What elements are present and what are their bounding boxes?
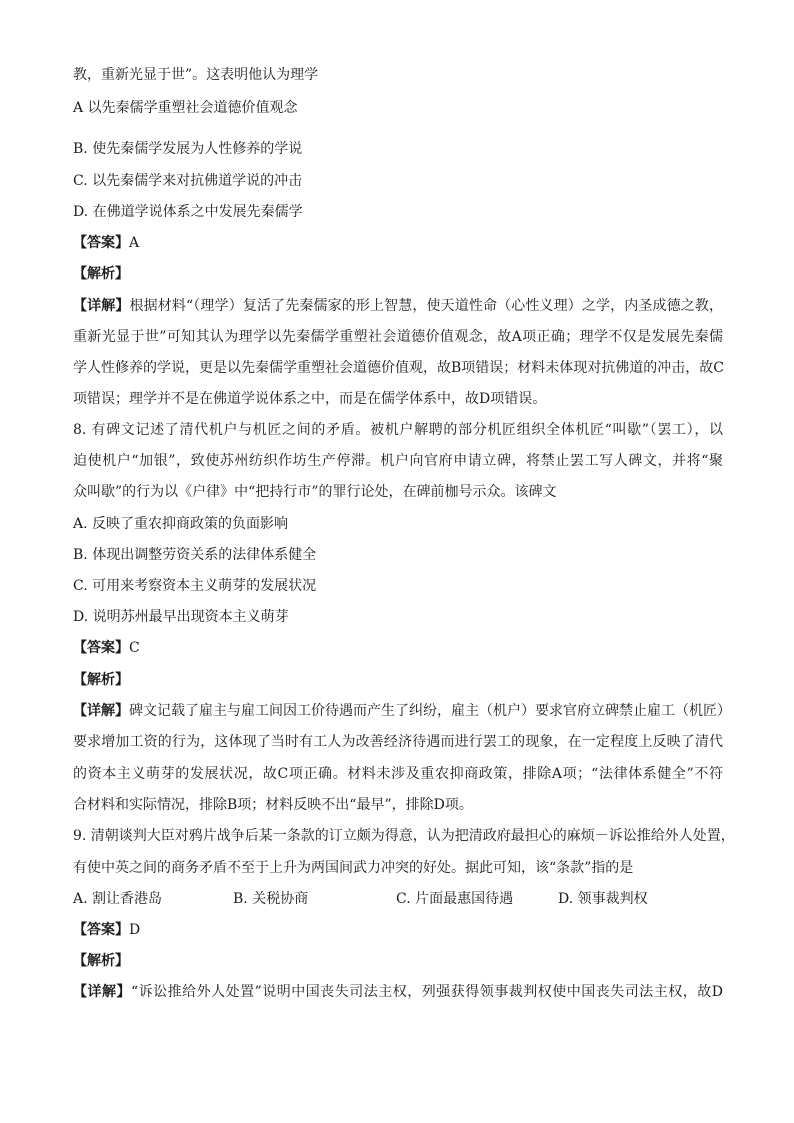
q8-detail-line-3: 的资本主义萌芽的发展状况，故C项正确。材料未涉及重农抑商政策，排除A项；“法律体系健全”不符 — [73, 766, 723, 782]
q8-option-b: B. 体现出调整劳资关系的法律体系健全 — [73, 547, 317, 563]
detail-text: “诉讼推给外人处置”说明中国丧失司法主权，列强获得领事裁判权使中国丧失司法主权，故D — [131, 984, 723, 1000]
q8-detail-line-4: 合材料和实际情况，排除B项；材料反映不出“最早”，排除D项。 — [73, 797, 473, 813]
answer-tag: 【答案】 — [73, 235, 129, 251]
q9-stem-line-2: 有使中英之间的商务矛盾不至于上升为两国间武力冲突的好处。据此可知，该“条款”指的是 — [73, 860, 634, 876]
q9-detail-line-1 — [73, 982, 723, 1002]
q7-detail-line-1 — [73, 296, 723, 316]
answer-value: A — [129, 235, 140, 251]
detail-text: 根据材料“（理学）复活了先秦儒家的形上智慧，使天道性命（心性义理）之学，内圣成德之教， — [129, 298, 724, 314]
q8-option-a: A. 反映了重农抑商政策的负面影响 — [73, 516, 289, 532]
q7-answer — [73, 233, 139, 253]
q8-analysis-tag: 【解析】 — [73, 672, 129, 688]
q7-option-a: A 以先秦儒学重塑社会道德价值观念 — [73, 100, 298, 116]
detail-tag: 【详解】 — [73, 984, 131, 1000]
q7-stem-tail: 教，重新光显于世”。这表明他认为理学 — [73, 67, 319, 83]
answer-tag: 【答案】 — [73, 922, 129, 938]
q8-stem-line-3: 众叫歇”的行为以《户律》中“把持行市”的罪行论处，在碑前枷号示众。该碑文 — [73, 484, 557, 500]
q9-option-c: C. 片面最惠国待遇 — [396, 891, 514, 907]
q8-detail-line-1 — [73, 701, 731, 721]
q7-option-c: C. 以先秦儒学来对抗佛道学说的冲击 — [73, 173, 303, 189]
q9-option-a: A. 割让香港岛 — [73, 891, 163, 907]
q8-stem-line-1: 8. 有碑文记述了清代机户与机匠之间的矛盾。被机户解聘的部分机匠组织全体机匠“叫歇”（罢工），以 — [73, 422, 723, 438]
detail-tag: 【详解】 — [73, 298, 130, 314]
q7-analysis-tag: 【解析】 — [73, 266, 129, 282]
q9-option-b: B. 关税协商 — [233, 891, 309, 907]
q7-option-b: B. 使先秦儒学发展为人性修养的学说 — [73, 141, 303, 157]
answer-tag: 【答案】 — [73, 640, 129, 656]
q9-option-d: D. 领事裁判权 — [558, 891, 648, 907]
detail-tag: 【详解】 — [73, 703, 129, 719]
answer-value: D — [129, 922, 141, 938]
q8-option-d: D. 说明苏州最早出现资本主义萌芽 — [73, 609, 289, 625]
q7-detail-line-3: 学人性修养的学说，更是以先秦儒学重塑社会道德价值观，故B项错误；材料未体现对抗佛道的冲击，故C — [73, 360, 724, 376]
q9-analysis-tag: 【解析】 — [73, 953, 129, 969]
q7-detail-line-4: 项错误；理学并不是在佛道学说体系之中，而是在儒学体系中，故D项错误。 — [73, 391, 547, 407]
q8-detail-line-2: 要求增加工资的行为，这体现了当时有工人为改善经济待遇而进行罢工的现象，在一定程度上反映了清代 — [73, 734, 723, 750]
answer-value: C — [129, 640, 140, 656]
q8-option-c: C. 可用来考察资本主义萌芽的发展状况 — [73, 578, 317, 594]
detail-text: 碑文记载了雇主与雇工间因工价待遇而产生了纠纷，雇主（机户）要求官府立碑禁止雇工（机匠） — [129, 703, 731, 719]
q9-options-row — [73, 889, 733, 909]
q7-option-d: D. 在佛道学说体系之中发展先秦儒学 — [73, 204, 303, 220]
q9-stem-line-1: 9. 清朝谈判大臣对鸦片战争后某一条款的订立颇为得意，认为把清政府最担心的麻烦－诉讼推给外人处置， — [73, 828, 735, 844]
q7-detail-line-2: 重新光显于世”可知其认为理学以先秦儒学重塑社会道德价值观念，故A项正确；理学不仅是发展先秦儒 — [73, 329, 723, 345]
q9-answer — [73, 920, 140, 940]
q8-answer — [73, 638, 140, 658]
q8-stem-line-2: 迫使机户“加银”，致使苏州纺织作坊生产停滞。机户向官府申请立碑，将禁止罢工写人碑文，并将“聚 — [73, 453, 723, 469]
